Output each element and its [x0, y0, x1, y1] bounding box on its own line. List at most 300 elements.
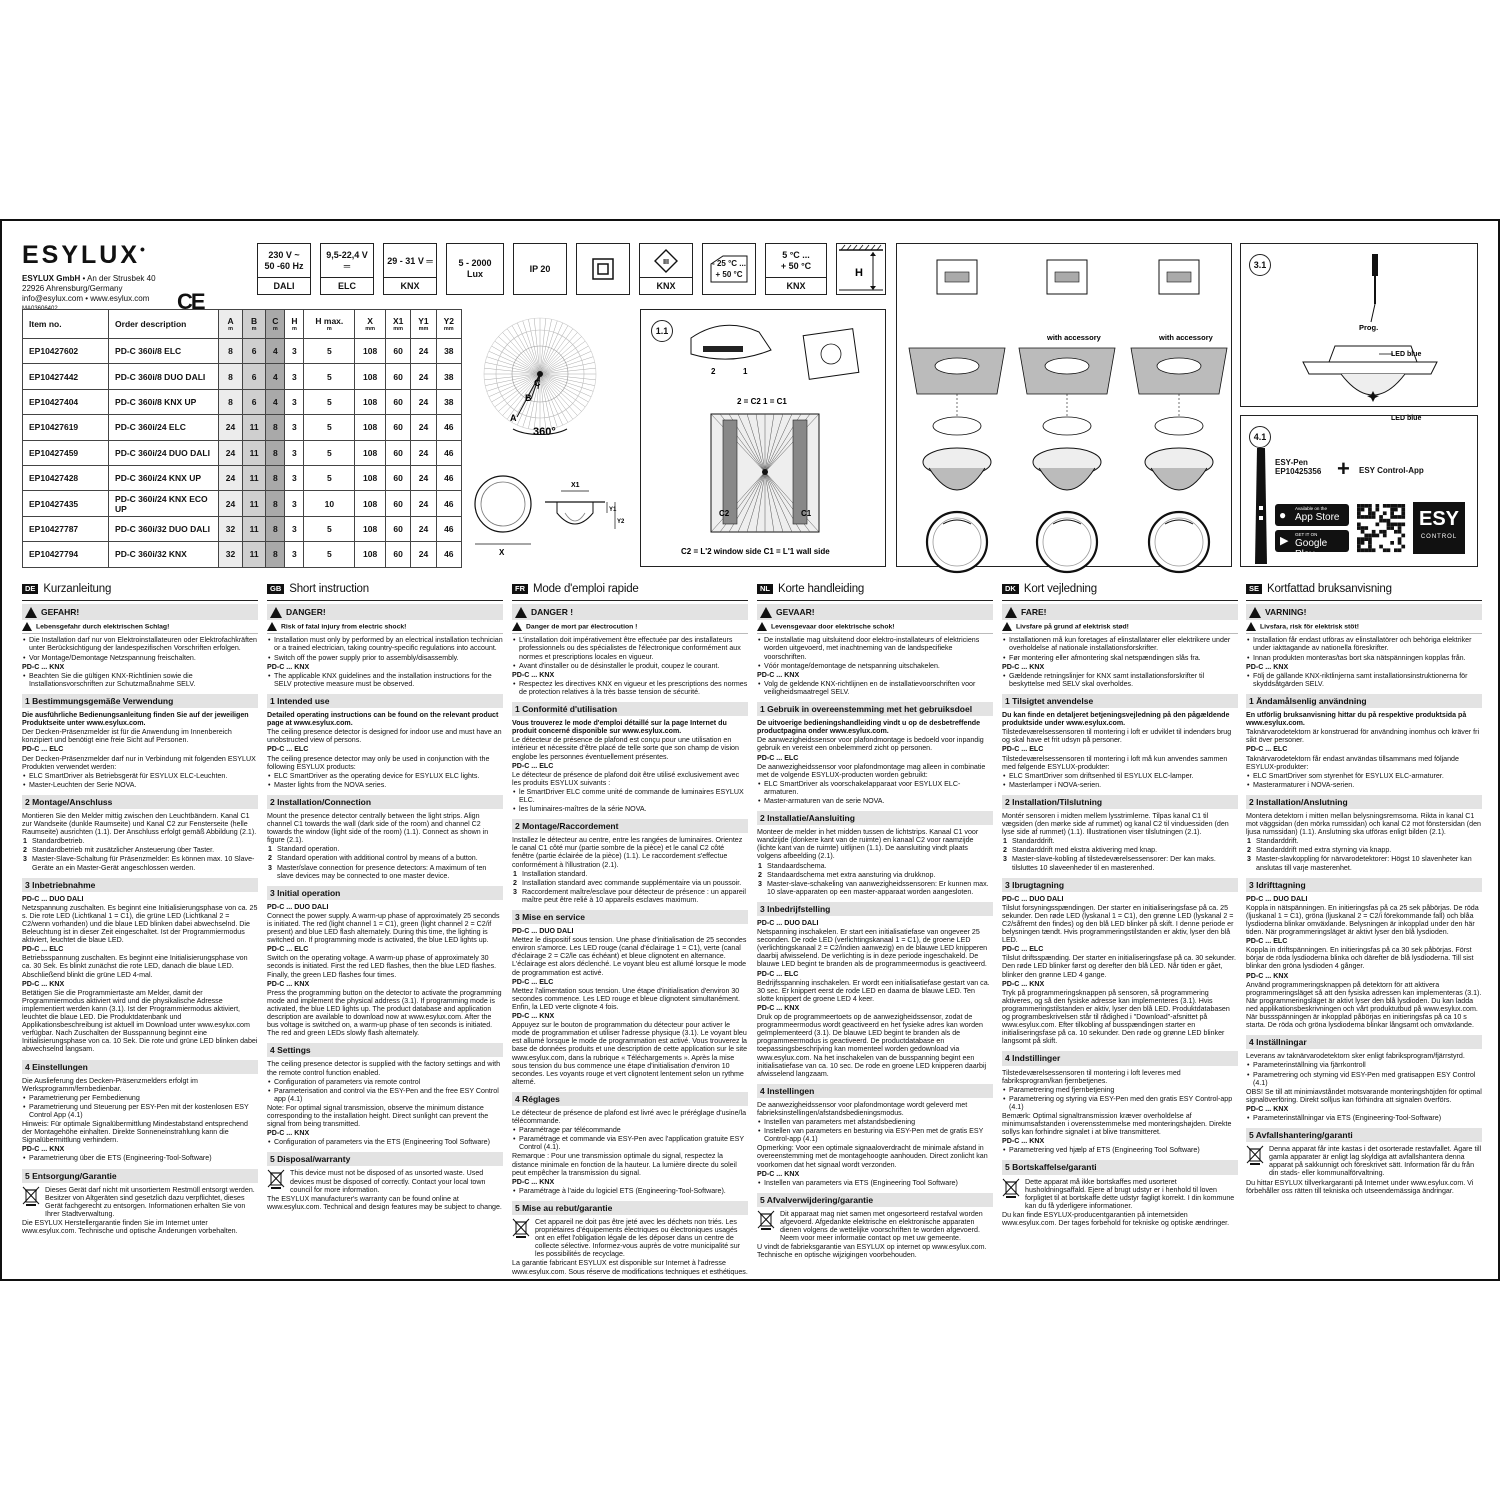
section-text: Bedrijfsspanning inschakelen. Er wordt een initialisatiefase gestart van ca. 30 sec. Er knippert eerst de rode LED en daarna de blauwe LED. Ten slotte knippert de groene LED 4 keer.	[757, 978, 990, 1003]
section-heading: 3 Inbetriebnahme	[22, 878, 258, 892]
bullet-item: • Innan produkten monteras/tas bort ska nätspänningen kopplas från.	[1253, 654, 1482, 662]
figure-4-1-panel	[1240, 415, 1478, 567]
table-cell: 8	[219, 389, 243, 414]
variant-label: PD-C ... KNX	[512, 1012, 555, 1021]
variant-label: PD-C ... DUO DALI	[512, 927, 574, 936]
table-cell: PD-C 360i/24 DUO DALI	[109, 440, 219, 465]
section-heading: 5 Bortskaffelse/garanti	[1002, 1160, 1238, 1174]
spec-text: 9,5-22,4 V ═	[326, 250, 368, 271]
company-address	[22, 274, 242, 304]
bullet-item: • Master lights from the NOVA series.	[274, 781, 503, 789]
variant-label: PD-C ... KNX	[22, 1145, 65, 1154]
bullet-item: • Parametrering och styrning vid ESY-Pen med gratisappen ESY Control (4.1)	[1253, 1071, 1482, 1087]
spec-knx-voltage	[383, 243, 437, 295]
crossed-bin-icon	[267, 1169, 285, 1189]
svg-text:X: X	[499, 548, 505, 557]
disposal-block	[512, 1218, 748, 1259]
numbered-item	[268, 854, 503, 863]
table-cell: 3	[285, 440, 304, 465]
warning-triangle-icon	[1246, 622, 1256, 631]
section-heading: 3 Ibrugtagning	[1002, 878, 1238, 892]
numbered-item	[23, 855, 258, 872]
table-cell: 60	[386, 415, 411, 440]
warranty-text: Die ESYLUX Herstellergarantie finden Sie im Internet unter www.esylux.com. Technische und optische Änderungen vorbehalten.	[22, 1219, 238, 1236]
bullet-item: • le SmartDriver ELC comme unité de commande de luminaires ESYLUX ELC.	[519, 788, 748, 804]
table-cell: 24	[411, 389, 436, 414]
company-name: ESYLUX GmbH	[22, 274, 81, 283]
section-text: Använd programmeringsknappen på detektorn för att aktivera programmeringsläget så att den fysiska adressen kan implementeras (3.1). När programmeringsläget är aktivt lyser den blå lysdioden. Du kan ladda ned applikationsbeskrivningen och vårt produktutbud på www.esylux.com. När bussspänningen är inkopplad påbörjas en initieringsfas på ca 10 s starta. De röda och gröna lysdioderna blinkar långsamt och omväxlande.	[1246, 980, 1482, 1030]
table-row	[23, 465, 462, 490]
variant-label: PD-C ... KNX	[757, 670, 800, 679]
figure-number: 4.1	[1249, 426, 1271, 448]
warranty-text: U vindt de fabrieksgarantie van ESYLUX op internet op www.esylux.com. Technische en optische wijzigingen voorbehouden.	[757, 1243, 987, 1260]
table-cell: 5	[304, 339, 355, 364]
product-table	[22, 309, 462, 568]
table-cell: 108	[355, 542, 386, 567]
bullet-item: • les luminaires-maîtres de la série NOVA.	[519, 805, 748, 813]
disposal-text: Cet appareil ne doit pas être jeté avec les déchets non triés. Les propriétaires d'équipements électriques ou électroniques usagés ont en effet l'obligation légale de les déposer dans un centre de collecte sélective. Informez-vous auprès de votre municipalité sur les possibilités de recyclage.	[535, 1218, 741, 1259]
bullet-item: • Masterarmaturer i NOVA-serien.	[1253, 781, 1482, 789]
table-row	[23, 415, 462, 440]
svg-text:C2: C2	[719, 509, 730, 518]
warning-triangle-icon	[1002, 622, 1012, 631]
document-number: MA03606402	[22, 306, 58, 312]
table-cell: 3	[285, 364, 304, 389]
section-text: Netspanning inschakelen. Er start een initialisatiefase van ongeveer 25 seconden. De rode LED (verlichtingskanaal 1 = C1), de groene LED (verlichtingskanaal 2 = C2/indien aanwezig) en de blauwe LED knipperen daarbij afwisselend. De verlichting is in deze periode ingeschakeld. De blauwe LED begint te branden als de programmeermodus is geactiveerd.	[757, 928, 988, 969]
esy-pen-label: ESY-Pen EP10425356	[1275, 458, 1322, 476]
detection-zone-diagram	[465, 309, 633, 567]
numbered-item	[268, 845, 503, 854]
danger-subtitle-text: Livsfara, risk för elektrisk stöt!	[1260, 623, 1359, 631]
table-cell: 24	[411, 364, 436, 389]
svg-text:H: H	[855, 267, 863, 279]
col-x1: X1 mm	[386, 310, 411, 339]
variant-label: PD-C ... KNX	[22, 662, 65, 671]
warning-triangle-icon	[270, 607, 282, 618]
table-cell: 6	[242, 339, 265, 364]
crossed-bin-icon	[1246, 1145, 1264, 1165]
bullet-item: • Configuration of parameters via remote control	[274, 1078, 503, 1086]
variant-label: PD-C ... KNX	[1246, 971, 1289, 980]
section-text: De aanwezigheidssensor voor plafondmontage mag alleen in combinatie met de volgende ESYLUX-producten worden gebruikt:	[757, 762, 986, 779]
numbered-item	[513, 869, 748, 878]
bullet-item: • Gældende retningslinjer for KNX samt installationsforskrifter til beskyttelse med SELV skal overholdes.	[1009, 672, 1238, 688]
table-cell: 8	[266, 465, 285, 490]
svg-text:2 = C2 1 = C1: 2 = C2 1 = C1	[737, 397, 787, 406]
language-column-dk	[1002, 584, 1238, 1228]
table-cell: 3	[285, 465, 304, 490]
item-text: Master-slave-schakeling van aanwezigheidssensoren: Er kunnen max. 10 slave-apparaten op een master-apparaat worden aangesloten.	[767, 879, 989, 896]
table-cell: 24	[411, 542, 436, 567]
section-heading: 2 Installatie/Aansluiting	[757, 811, 993, 825]
item-number: 1	[1247, 837, 1251, 846]
table-row	[23, 389, 462, 414]
table-cell: 11	[242, 415, 265, 440]
item-number: 2	[23, 846, 27, 855]
item-number: 3	[1003, 855, 1007, 864]
col-a: A m	[219, 310, 243, 339]
item-number: 1	[268, 845, 272, 854]
language-code-badge: NL	[757, 584, 773, 594]
section-heading: 2 Installation/Anslutning	[1246, 795, 1482, 809]
section-heading: 4 Inställningar	[1246, 1035, 1482, 1049]
danger-subtitle	[1246, 622, 1482, 634]
table-cell: EP10427602	[23, 339, 109, 364]
table-cell: PD-C 360i/24 KNX UP	[109, 465, 219, 490]
table-cell: 108	[355, 364, 386, 389]
section-text: Tilslut forsyningsspændingen. Der starter en initialiseringsfase på ca. 25 sekunder. Den røde LED (lyskanal 1 = C1), den grønne LED (lyskanal 2 = C2/såfremt den findes) og den blå LED blinker på skift. I denne periode er belysningen tændt. Hvis programmeringstilstanden er aktiv, lyser den blå LED.	[1002, 903, 1234, 945]
table-cell: EP10427619	[23, 415, 109, 440]
table-cell: 60	[386, 542, 411, 567]
item-text: Standardbetrieb mit zusätzlicher Ansteuerung über Taster.	[32, 846, 215, 855]
variant-label: PD-C ... KNX	[757, 1169, 800, 1178]
section-text: Taknärvarodetektorn är konstruerad för användning inomhus och kräver fri sikt över personer.	[1246, 728, 1480, 745]
section-text: Taknärvarodetektorn får endast användas tillsammans med följande ESYLUX-produkter:	[1246, 754, 1459, 771]
numbered-item	[23, 837, 258, 846]
col-h: H m	[285, 310, 304, 339]
danger-label: GEVAAR!	[776, 606, 815, 617]
item-text: Installation standard avec commande supplémentaire via un poussoir.	[522, 878, 742, 887]
variant-label: PD-C ... KNX	[267, 662, 310, 671]
section-text: Monteer de melder in het midden tussen de lichtstrips. Kanaal C1 voor wandzijde (donkere kant van de ruimte) en kanaal C2 voor raamzijde (lichte kant van de ruimte) uitlijnen (1.1). De aansluiting vindt plaats volgens afbeelding (2.1).	[757, 828, 979, 861]
crossed-bin-icon	[512, 1218, 530, 1238]
col-order-description: Order description	[109, 310, 219, 339]
variant-label: PD-C ... DUO DALI	[757, 919, 819, 928]
item-number: 3	[513, 887, 517, 896]
table-cell: 60	[386, 389, 411, 414]
danger-label: DANGER!	[286, 606, 326, 617]
item-number: 3	[758, 879, 762, 888]
language-title: Short instruction	[289, 583, 369, 595]
section-text: Druk op de programmeertoets op de aanwezigheidssensor, zodat de programmeermodus wordt geactiveerd en het fysieke adres kan worden geïmplementeerd (3.1). De blauwe LED begint te branden als de programmeermodus is geactiveerd. De productdatabase en toepassingsbeschrijving kan momenteel worden gedownload via www.esylux.com. Na het inschakelen van de busspanning begint een initialisatiefase van ca. 10 sec. De rode en groene LED knipperen daarbij afwisselend langzaam.	[757, 1013, 987, 1078]
svg-text:B: B	[525, 393, 532, 403]
section-heading: 2 Installation/Connection	[267, 795, 503, 809]
bullet-item: • Installationen må kun foretages af elinstallatører eller elektrikere under overholdelse af nationale installationsforskrifter.	[1009, 636, 1238, 652]
danger-subtitle	[22, 622, 258, 634]
disposal-text: Denna apparat får inte kastas i det osorterade restavfallet. Ägare till gamla apparater är enligt lag skyldiga att avfallshantera denna apparat på sakkunnigt och föreskrivet sätt. Information får du från din stads- eller kommunalförvaltning.	[1269, 1145, 1482, 1178]
table-cell: EP10427794	[23, 542, 109, 567]
danger-subtitle	[512, 622, 748, 634]
table-row	[23, 516, 462, 541]
bullet-item: • Följ de gällande KNX-riktlinjerna samt installationsinstruktionerna för skyddsåtgärden SELV.	[1253, 672, 1482, 688]
svg-text:Y1: Y1	[609, 507, 617, 513]
language-title: Kort vejledning	[1023, 583, 1097, 595]
section-text: Mettez l'alimentation sous tension. Une étape d'initialisation d'environ 30 secondes commence. Les LED rouge et bleue clignotent simultanément. Enfin, la LED verte clignote 4 fois.	[512, 986, 740, 1011]
table-cell: 8	[266, 516, 285, 541]
section-heading: 5 Avfallshantering/garanti	[1246, 1128, 1482, 1142]
figure-number: 1.1	[651, 320, 673, 342]
svg-text:III: III	[663, 259, 669, 266]
section-text: Tilstedeværelsessensoren til montering i loft er udviklet til indendørs brug og skal have et frit udsyn på personer.	[1002, 728, 1232, 745]
table-cell: 46	[436, 465, 461, 490]
warranty-text: La garantie fabricant ESYLUX est disponible sur Internet à l'adresse www.esylux.com. Sous réserve de modifications techniques et esthétiques.	[512, 1259, 748, 1276]
section-text: Press the programming button on the detector to activate the programming mode and implement the physical address (3.1). If programming mode is activated, the blue LED lights up. The product database and application description are available to download now at www.esylux.com. After the bus voltage is switched on, a warm-up phase of ten seconds is initiated. The red and green LEDs slowly flash alternately.	[267, 988, 502, 1038]
mounting-diagram	[897, 244, 1233, 568]
variant-label: PD-C ... KNX	[757, 1003, 800, 1012]
esy-control-app-label: ESY Control-App	[1359, 466, 1424, 475]
bullet-item: • Vor Montage/Demontage Netzspannung freischalten.	[29, 654, 258, 662]
variant-label: PD-C ... ELC	[512, 761, 554, 770]
table-cell: 3	[285, 491, 304, 516]
bullet-item: • Parametrering ved hjælp af ETS (Engineering Tool Software)	[1009, 1146, 1238, 1154]
variant-label: PD-C ... ELC	[267, 745, 309, 754]
section-text: Montér sensoren i midten mellem lysstrimlerne. Tilpas kanal C1 til vægsiden (den mørke side af rummet) og kanal C2 til vinduessiden (den lyse side af rummet) (1.1). Illustrationen viser tilslutningen (2.1).	[1002, 811, 1229, 837]
bullet-item: • Parametrierung und Steuerung per ESY-Pen mit der kostenlosen ESY Control App (4.1)	[29, 1103, 258, 1119]
table-cell: 6	[242, 389, 265, 414]
section-text: Montieren Sie den Melder mittig zwischen den Leuchtbändern. Kanal C1 zur Wandseite (dunkle Raumseite) und Kanal C2 zur Fensterseite (helle Raumseite) ausrichten (1.1). Der Anschluss erfolgt gemäß Abbildung (2.1).	[22, 811, 257, 837]
section-text: The ceiling presence detector may only be used in conjunction with the following ESYLUX products:	[267, 754, 490, 771]
numbered-item	[513, 887, 748, 904]
variant-label: PD-C ... KNX	[512, 1177, 555, 1186]
item-text: Standaardschema.	[767, 861, 827, 870]
bullet-item: • Avant d'installer ou de désinstaller le produit, coupez le courant.	[519, 662, 748, 670]
col-hmax: H max. m	[304, 310, 355, 339]
table-cell: 24	[411, 415, 436, 440]
bullet-item: • Beachten Sie die gültigen KNX-Richtlinien sowie die Installationsvorschriften zur Schutzmaßnahme SELV.	[29, 672, 258, 688]
table-cell: PD-C 360i/32 KNX	[109, 542, 219, 567]
danger-subtitle	[267, 622, 503, 634]
bullet-item: • ELC SmartDriver als voorschakelapparaat voor ESYLUX ELC-armaturen.	[764, 780, 993, 796]
bullet-item: • Vóór montage/demontage de netspanning uitschakelen.	[764, 662, 993, 670]
table-cell: 5	[304, 440, 355, 465]
app-store-badge[interactable]: ● Available on the App Store	[1275, 504, 1349, 526]
section-text: Mount the presence detector centrally between the light strips. Align channel C1 towards the wall (dark side of the room) and channel C2 towards the window (light side of the room) (1.1). Connect as shown in figure (2.1).	[267, 811, 489, 845]
note-text: Hinweis: Für optimale Signalübermittlung Mindestabstand entsprechend der Montagehöhe einhalten. Direkte Sonneneinstrahlung kann die Signalübermittlung verhindern.	[22, 1120, 248, 1145]
bullet-item: • ELC SmartDriver as the operating device for ESYLUX ELC lights.	[274, 772, 503, 780]
section-text: Mettez le dispositif sous tension. Une phase d'initialisation de 25 secondes environ s'amorce. Les LED rouge (canal d'éclairage 1 = C1), verte (canal d'éclairage 2 = C2/le cas échéant) et bleue clignotent en alternance. L'éclairage est alors déclenché. Le voyant bleu est allumé lorsque le mode de programmation est activé.	[512, 936, 747, 977]
bullet-item: • ELC SmartDriver som driftsenhed til ESYLUX ELC-lamper.	[1009, 772, 1238, 780]
variant-label: PD-C ... KNX	[1246, 1104, 1289, 1113]
danger-banner	[512, 604, 748, 620]
item-number: 2	[513, 878, 517, 887]
note-text: Opmerking: Voor een optimale signaaloverdracht de minimale afstand in overeenstemming met de montagehoogte aanhouden. Direct zonlicht kan voorkomen dat het signaal wordt verzonden.	[757, 1144, 988, 1169]
table-cell: EP10427459	[23, 440, 109, 465]
table-cell: 60	[386, 440, 411, 465]
table-cell: 24	[219, 491, 243, 516]
table-cell: 8	[219, 339, 243, 364]
bullet-item: • Configuration of parameters via the ETS (Engineering Tool Software)	[274, 1138, 503, 1146]
ce-mark: CE	[177, 289, 204, 314]
table-cell: 24	[219, 440, 243, 465]
table-cell: 32	[219, 516, 243, 541]
section-lead: En utförlig bruksanvisning hittar du på respektive produktsida på www.esylux.com.	[1246, 711, 1467, 728]
section-text: Le détecteur de présence de plafond est conçu pour une utilisation en intérieur et nécessite d'être placé de telle sorte que son champ de vision englobe les personnes éventuellement présentes.	[512, 736, 739, 761]
numbered-item	[1247, 846, 1482, 855]
numbered-item	[1247, 855, 1482, 872]
language-title: Mode d'emploi rapide	[533, 583, 639, 595]
section-text: Betriebsspannung zuschalten. Es beginnt eine Initialisierungsphase von ca. 30 Sek. Es blinkt zunächst die rote LED, danach die blaue LED. Abschließend blinkt die grüne LED 4-mal.	[22, 954, 248, 979]
table-cell: 5	[304, 516, 355, 541]
spec-mounting-height	[836, 243, 886, 295]
variant-label: PD-C ... KNX	[1246, 662, 1289, 671]
item-text: Standarddrift med ekstra aktivering med knap.	[1012, 846, 1158, 855]
warranty-text: Du hittar ESYLUX tillverkargaranti på Internet under www.esylux.com. Vi förbehåller oss rätten till tekniska och utseendemässiga ändringar.	[1246, 1178, 1474, 1195]
brand-block	[22, 241, 242, 319]
disposal-block	[757, 1210, 993, 1243]
table-cell: 108	[355, 465, 386, 490]
numbered-item	[23, 846, 258, 855]
table-cell: 108	[355, 516, 386, 541]
bullet-item: • Respectez les directives KNX en vigueur et les prescriptions des normes de protection relatives à la très basse tension de sécurité.	[519, 680, 748, 696]
detection-range-figure	[465, 309, 633, 567]
numbered-item	[1003, 855, 1238, 872]
spec-bus: KNX	[766, 277, 826, 294]
spec-text: 29 - 31 V ═	[387, 255, 433, 266]
table-cell: 8	[266, 542, 285, 567]
spec-protection-class-iii	[639, 243, 693, 295]
item-number: 3	[23, 855, 27, 864]
table-row	[23, 364, 462, 389]
table-cell: 4	[266, 364, 285, 389]
table-cell: 60	[386, 491, 411, 516]
variant-label: PD-C ... KNX	[1002, 979, 1045, 988]
protection-class-iii-icon	[654, 249, 678, 273]
variant-label: PD-C ... ELC	[512, 977, 554, 986]
spec-text: IP 20	[529, 263, 551, 274]
language-header	[267, 584, 503, 601]
section-text: Betätigen Sie die Programmiertaste am Melder, damit der Programmiermodus aktiviert wird und die physikalische Adresse implementiert werden kann (3.1). Ist der Programmiermodus aktiviert, leuchtet die blaue LED. Die Produktdatenbank und Applikationsbeschreibung ist aktuell im Download unter www.esylux.com verfügbar. Nach Zuschalten der Busspannung beginnt eine Initialisierungsphase von ca. 10 Sek. Die rote und grüne LED blinken dabei abwechselnd langsam.	[22, 988, 258, 1054]
section-lead: Vous trouverez le mode d'emploi détaillé sur la page Internet du produit concerné disponible sur www.esylux.com.	[512, 719, 727, 736]
col-item-no: Item no.	[23, 310, 109, 339]
bullet-item: • Parameterinställning via fjärrkontroll	[1253, 1061, 1482, 1069]
bullet-item: • ELC SmartDriver als Betriebsgerät für ESYLUX ELC-Leuchten.	[29, 772, 258, 780]
section-text: Netzspannung zuschalten. Es beginnt eine Initialisierungsphase von ca. 25 s. Die rote LED (Lichtkanal 1 = C1), die grüne LED (Lichtkanal 2 = C2/wenn vorhanden) und die blaue LED blinken dabei abwechselnd. Die Beleuchtung ist in dieser Zeit eingeschaltet. Ist der Programmiermodus aktiviert, leuchtet die blaue LED.	[22, 903, 258, 945]
note-text: Bemærk: Optimal signaltransmission kræver overholdelse af minimumsafstanden i overensstemmelse med monteringshøjden. Direkte sollys kan forhindre signalet i at blive transmitteret.	[1002, 1111, 1232, 1137]
bullet-item: • Installation får endast utföras av elinstallatörer och behöriga elektriker under iakttagande av nationella föreskrifter.	[1253, 636, 1482, 652]
language-code-badge: GB	[267, 584, 284, 594]
section-text: Koppla in nätspänningen. En initieringsfas på ca 25 sek påbörjas. De röda (ljuskanal 1 = C1), gröna (ljuskanal 2 = C2/i förekommande fall) och blåa lysdioderna blinkar omväxlande. Belysningen är inkopplad under den här tiden. När programmeringsläget är aktivt lyser den blå lysdioden.	[1246, 903, 1479, 937]
section-heading: 4 Réglages	[512, 1092, 748, 1106]
table-cell: 5	[304, 389, 355, 414]
figure-3-1-panel	[1240, 243, 1478, 422]
language-header	[1246, 584, 1482, 601]
warning-triangle-icon	[515, 607, 527, 618]
table-cell: 8	[266, 440, 285, 465]
variant-label: PD-C ... DUO DALI	[22, 894, 84, 903]
spec-knx-temperature	[765, 243, 827, 295]
figure-1-1-panel	[640, 309, 886, 567]
section-text: Tilstedeværelsessensoren til montering i loft leveres med fabriksprogram/kan fjernbetjenes.	[1002, 1068, 1181, 1085]
section-text: Leverans av taknärvarodetektorn sker enligt fabriksprogram/fjärrstyrd.	[1246, 1052, 1465, 1061]
danger-banner	[757, 604, 993, 620]
crossed-bin-icon	[757, 1210, 775, 1230]
spec-lux-range	[446, 243, 504, 295]
variant-label: PD-C ... KNX	[512, 670, 555, 679]
bullet-item: • Parameterisation and control via the ESY-Pen and the free ESY Control app (4.1)	[274, 1087, 503, 1103]
table-cell: 108	[355, 389, 386, 414]
section-text: Tilstedeværelsessensoren til montering i loft må kun anvendes sammen med følgende ESYLUX-produkter:	[1002, 754, 1228, 771]
bullet-item: • Volg de geldende KNX-richtlijnen en de installatievoorschriften voor veiligheidsmaatregel SELV.	[764, 680, 993, 696]
item-text: Standard operation with additional control by means of a button.	[277, 854, 478, 863]
table-cell: 4	[266, 339, 285, 364]
item-number: 3	[1247, 855, 1251, 864]
table-cell: 24	[411, 491, 436, 516]
bullet-item: • Før montering eller afmontering skal netspændingen slås fra.	[1009, 654, 1238, 662]
danger-subtitle-text: Livsfare på grund af elektrisk stød!	[1016, 623, 1129, 631]
section-heading: 2 Montage/Raccordement	[512, 819, 748, 833]
svg-text:X1: X1	[571, 482, 580, 489]
item-text: Standarddrift med extra styrning via knapp.	[1256, 846, 1392, 855]
danger-subtitle-text: Risk of fatal injury from electric shock!	[281, 623, 407, 631]
item-text: Master-Slave-Schaltung für Präsenzmelder: Es können max. 10 Slave-Geräte an ein Master-Gerät angeschlossen werden.	[32, 855, 255, 872]
bullet-item: • Paramétrage à l'aide du logiciel ETS (Engineering-Tool-Software).	[519, 1187, 748, 1195]
table-cell: PD-C 360i/8 DUO DALI	[109, 364, 219, 389]
address-line-1: • An der Strusbek 40	[82, 274, 156, 283]
disposal-block	[1002, 1178, 1238, 1211]
disposal-block	[1246, 1145, 1482, 1178]
bullet-item: • Paramétrage et commande via ESY-Pen avec l'application gratuite ESY Control (4.1).	[519, 1135, 748, 1151]
item-number: 2	[1003, 846, 1007, 855]
bullet-item: • Parametrierung über die ETS (Engineering-Tool-Software)	[29, 1154, 258, 1162]
bullet-item: • Installation must only by performed by an electrical installation technician or a trained electrician, taking country-specific regulations into account.	[274, 636, 503, 652]
danger-label: DANGER !	[531, 606, 574, 617]
warning-triangle-icon	[25, 607, 37, 618]
language-title: Korte handleiding	[778, 583, 865, 595]
variant-label: PD-C ... KNX	[1002, 662, 1045, 671]
section-lead: Die ausführliche Bedienungsanleitung finden Sie auf der jeweiligen Produktseite unter www.esylux.com.	[22, 711, 249, 728]
crossed-bin-icon	[1002, 1178, 1020, 1198]
table-cell: 11	[242, 440, 265, 465]
spec-text: 230 V ~ 50 -60 Hz	[264, 250, 304, 271]
table-cell: 60	[386, 339, 411, 364]
section-text: Le détecteur de présence de plafond doit être utilisé exclusivement avec les produits ESYLUX suivants :	[512, 770, 740, 787]
section-lead: Detailed operating instructions can be found on the relevant product page at www.esylux.com.	[267, 711, 499, 728]
table-cell: 46	[436, 440, 461, 465]
warranty-text: Du kan finde ESYLUX-producentgarantien på internetsiden www.esylux.com. Der tages forbehold for tekniske og optiske ændringer.	[1002, 1210, 1230, 1228]
item-text: Raccordement maître/esclave pour détecteur de présence : un appareil maître peut être relié à 10 appareils esclaves maximum.	[522, 887, 746, 904]
google-play-badge[interactable]: ▶ GET IT ON Google Play	[1275, 530, 1349, 552]
language-column-gb	[267, 584, 503, 1212]
svg-text:Y2: Y2	[617, 519, 625, 525]
variant-label: PD-C ... DUO DALI	[267, 902, 329, 911]
variant-label: PD-C ... ELC	[1002, 945, 1044, 954]
numbered-item	[268, 863, 503, 880]
disposal-block	[22, 1186, 258, 1219]
crossed-bin-icon	[22, 1186, 40, 1206]
col-y1: Y1 mm	[411, 310, 436, 339]
item-number: 2	[758, 870, 762, 879]
bullet-item: • Parameterinställningar via ETS (Engineering-Tool-Software)	[1253, 1114, 1482, 1122]
variant-label: PD-C ... ELC	[22, 745, 64, 754]
note-text: OBS! Se till att minimiavståndet motsvarande monteringshöjden för optimal signalöverföring. Direkt solljus kan förhindra att signalen överförs.	[1246, 1087, 1482, 1104]
variant-label: PD-C ... ELC	[1246, 745, 1288, 754]
danger-banner	[267, 604, 503, 620]
table-cell: 32	[219, 542, 243, 567]
disposal-text: Dit apparaat mag niet samen met ongesorteerd restafval worden afgevoerd. Afgedankte elektrische en elektronische apparaten dienen volgens de wettelijke voorschriften te worden afgevoerd. Neem voor meer informatie contact op met uw gemeente.	[780, 1209, 983, 1243]
bullet-item: • L'installation doit impérativement être effectuée par des installateurs professionnels ou des spécialistes de l'électronique conformément aux normes et prescriptions locales en vigueur.	[519, 636, 748, 660]
table-cell: 38	[436, 389, 461, 414]
warning-triangle-icon	[512, 622, 522, 631]
danger-label: FARE!	[1021, 606, 1047, 617]
protection-class-ii-icon	[592, 258, 614, 280]
table-cell: 60	[386, 364, 411, 389]
section-text: Appuyez sur le bouton de programmation du détecteur pour activer le mode de programmation et utiliser l'adresse physique (3.1). Le voyant bleu est allumé lorsque le mode de programmation est activé. Vous trouverez la base de données produits et une description de cette application sur le site www.esylux.com, dans la rubrique « Téléchargements ». Après la mise sous tension du bus commence une étape d'initialisation d'environ 10 secondes. Les voyants rouge et vert clignotent lentement selon un rythme alterné.	[512, 1021, 748, 1086]
table-cell: PD-C 360i/8 ELC	[109, 339, 219, 364]
section-heading: 2 Installation/Tilslutning	[1002, 795, 1238, 809]
danger-subtitle-text: Danger de mort par électrocution !	[526, 623, 638, 631]
esy-control-logo: ESY CONTROL	[1413, 502, 1465, 554]
spec-bus: KNX	[640, 277, 692, 294]
section-heading: 3 Mise en service	[512, 910, 748, 924]
section-text: The ceiling presence detector is designed for indoor use and must have an unobstructed view of persons.	[267, 728, 502, 745]
section-text: Switch on the operating voltage. A warm-up phase of approximately 30 seconds is initiated. First the red LED flashes, then the blue LED flashes. Finally, the green LED flashes four times.	[267, 954, 497, 979]
table-cell: 3	[285, 542, 304, 567]
bullet-item: • The applicable KNX guidelines and the installation instructions for the SELV protective measure must be observed.	[274, 672, 503, 688]
table-cell: 3	[285, 389, 304, 414]
variant-label: PD-C ... KNX	[267, 979, 310, 988]
table-cell: 11	[242, 465, 265, 490]
section-heading: 1 Tilsigtet anvendelse	[1002, 694, 1238, 708]
